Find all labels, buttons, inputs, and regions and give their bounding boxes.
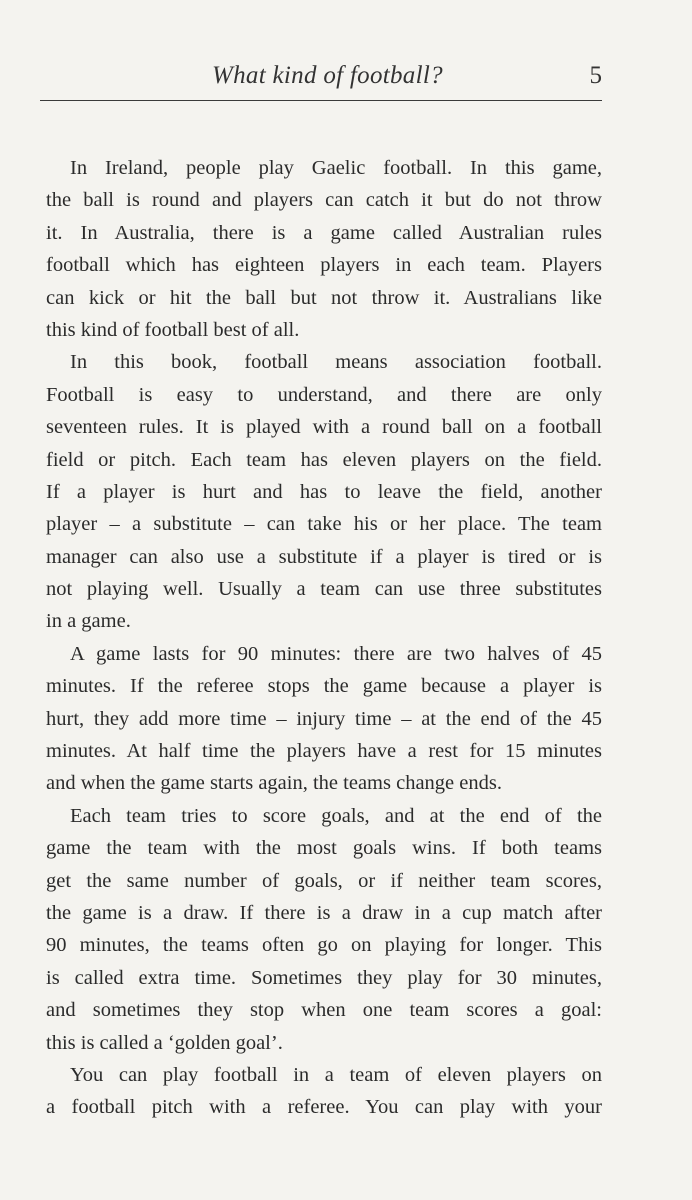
text-line: seventeen rules. It is played with a round ball on a football bbox=[46, 416, 602, 439]
text-line: Football is easy to understand, and there are only bbox=[46, 383, 602, 406]
paragraph bbox=[46, 346, 602, 638]
paragraph bbox=[46, 152, 602, 346]
text-line: If a player is hurt and has to leave the field, another bbox=[46, 480, 602, 503]
text-line: In Ireland, people play Gaelic football. In this game, bbox=[70, 157, 602, 179]
text-line: not playing well. Usually a team can use three substitutes bbox=[46, 578, 602, 601]
text-line: and when the game starts again, the teams change ends. bbox=[46, 772, 502, 795]
text-line: Each team tries to score goals, and at the end of the bbox=[70, 804, 602, 827]
text-line: this kind of football best of all. bbox=[46, 318, 300, 341]
text-line: hurt, they add more time – injury time – at the end of the 45 bbox=[46, 707, 602, 730]
page-number: 5 bbox=[589, 62, 602, 89]
text-line: a football pitch with a referee. You can play with your bbox=[46, 1096, 602, 1119]
text-line: the ball is round and players can catch it but do not throw bbox=[46, 189, 602, 212]
text-line: minutes. At half time the players have a rest for 15 minutes bbox=[46, 740, 602, 763]
running-title: What kind of football? bbox=[212, 62, 443, 89]
page-header bbox=[40, 62, 602, 100]
text-line: A game lasts for 90 minutes: there are two halves of 45 bbox=[70, 642, 602, 665]
text-line: You can play football in a team of eleven players on bbox=[70, 1063, 602, 1086]
paragraph bbox=[46, 1059, 602, 1124]
text-line: manager can also use a substitute if a player is tired or is bbox=[46, 545, 602, 568]
text-line: minutes. If the referee stops the game because a player is bbox=[46, 675, 602, 698]
paragraph bbox=[46, 800, 602, 1059]
body-text bbox=[46, 152, 602, 1124]
text-line: In this book, football means association football. bbox=[70, 351, 602, 374]
text-line: is called extra time. Sometimes they play for 30 minutes, bbox=[46, 966, 602, 989]
text-line: can kick or hit the ball but not throw it. Australians like bbox=[46, 286, 602, 309]
text-line: and sometimes they stop when one team scores a goal: bbox=[46, 999, 602, 1022]
text-line: it. In Australia, there is a game called Australian rules bbox=[46, 221, 602, 244]
text-line: in a game. bbox=[46, 610, 131, 633]
text-line: get the same number of goals, or if neither team scores, bbox=[46, 869, 602, 892]
paragraph bbox=[46, 638, 602, 800]
text-line: this is called a ‘golden goal’. bbox=[46, 1031, 283, 1054]
header-rule bbox=[40, 100, 602, 101]
text-line: game the team with the most goals wins. If both teams bbox=[46, 837, 602, 860]
text-line: football which has eighteen players in each team. Players bbox=[46, 254, 602, 277]
text-line: field or pitch. Each team has eleven players on the field. bbox=[46, 448, 602, 471]
text-line: player – a substitute – can take his or her place. The team bbox=[46, 513, 602, 536]
text-line: 90 minutes, the teams often go on playing for longer. This bbox=[46, 934, 602, 957]
text-line: the game is a draw. If there is a draw in a cup match after bbox=[46, 901, 602, 924]
